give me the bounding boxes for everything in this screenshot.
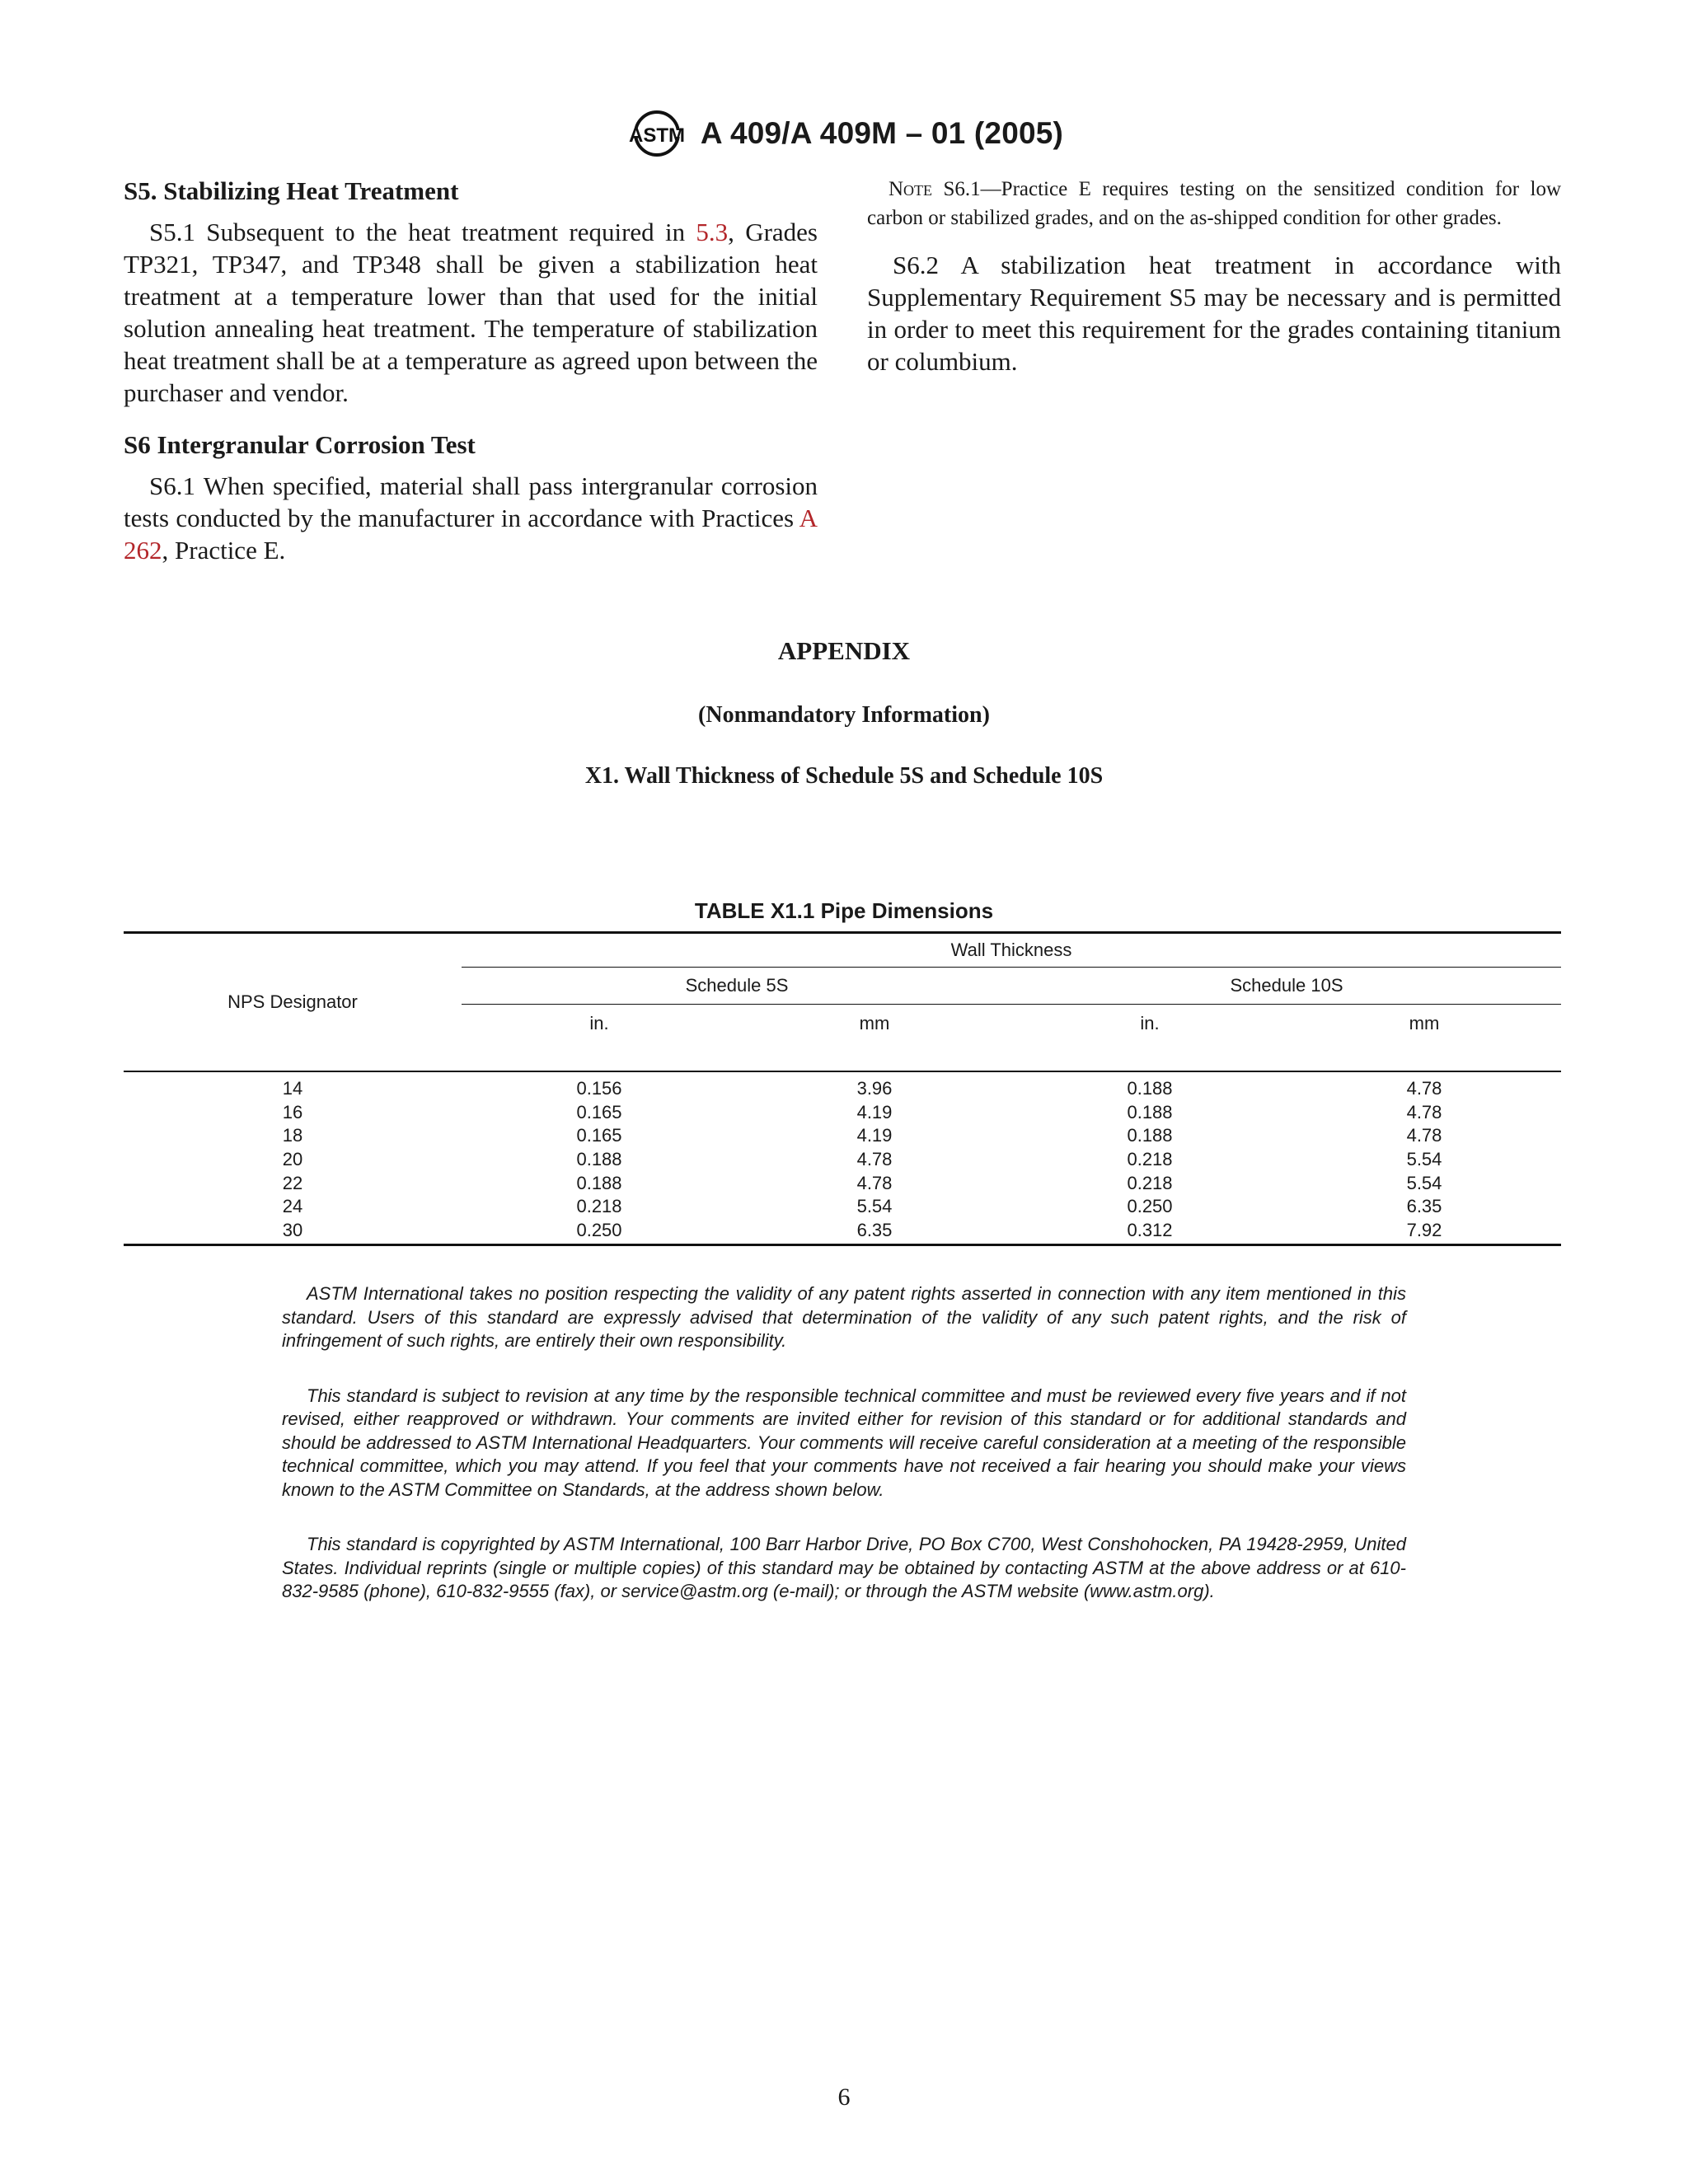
- s10-in-cell: 0.188: [1127, 1101, 1173, 1122]
- s5-in-cell: 0.165: [576, 1125, 622, 1146]
- table-row: [124, 1171, 1561, 1195]
- s10-mm-cell: 5.54: [1406, 1149, 1442, 1170]
- s5-in-cell: 0.188: [576, 1172, 622, 1193]
- s10-mm-cell: 7.92: [1287, 1219, 1561, 1245]
- note-label: Note: [889, 178, 933, 200]
- link-a262[interactable]: A 262: [124, 504, 818, 565]
- table-row: [124, 1101, 1561, 1125]
- section-heading-s5: S5. Stabilizing Heat Treatment: [124, 176, 459, 205]
- s5-in-cell: 0.165: [576, 1101, 622, 1122]
- s5-mm-cell: 4.78: [856, 1149, 893, 1170]
- s10-mm-cell: 4.78: [1406, 1078, 1442, 1099]
- column-header-nps: NPS Designator: [124, 933, 462, 1072]
- s10-in-cell: 0.218: [1127, 1172, 1173, 1193]
- s5-mm-cell: 4.19: [856, 1101, 893, 1122]
- document-title: A 409/A 409M – 01 (2005): [700, 116, 1064, 150]
- table-row: [124, 1219, 1561, 1245]
- left-column: [124, 175, 818, 566]
- page-number: 6: [837, 2083, 851, 2111]
- unit-header: in.: [1012, 1005, 1287, 1072]
- s5-mm-cell: 4.78: [856, 1172, 893, 1193]
- paragraph-s6-2: S6.2 A stabilization heat treatment in accordance with Supplementary Requirement S5 may be necessary and is permitted in order to meet this requirement for the grades containing titanium or columbium.: [867, 251, 1561, 376]
- paragraph-s6-1: S6.1 When specified, material shall pass intergranular corrosion tests conducted by the manufacturer in accordance with Practices A 262, Practice E.: [124, 471, 818, 565]
- s10-mm-cell: 4.78: [1406, 1125, 1442, 1146]
- note-s6-1: Note S6.1—Practice E requires testing on the sensitized condition for low carbon or stabilized grades, and on the as-shipped condition for other grades.: [867, 178, 1561, 229]
- notice-revision-paragraph: This standard is subject to revision at any time by the responsible technical committee and must be reviewed every five years and if not revised, either reapproved or withdrawn. Your comments are invited either for revision of this standard or for additional standards and should be addressed to ASTM International Headquarters. Your comments will receive careful consideration at a meeting of the responsible technical committee, which you may attend. If you feel that your comments have not received a fair hearing you should make your views known to the ASTM Committee on Standards, at the address shown below.: [282, 1385, 1406, 1500]
- unit-header: mm: [737, 1005, 1012, 1072]
- paragraph-s5-1: S5.1 Subsequent to the heat treatment required in 5.3, Grades TP321, TP347, and TP348 shall be given a stabilization heat treatment at a temperature lower than that used for the initial solution annealing heat treatment. The temperature of stabilization heat treatment shall be at a temperature as agreed upon between the purchaser and vendor.: [124, 218, 818, 407]
- pipe-dimensions-table: [124, 931, 1561, 1246]
- s5-mm-cell: 3.96: [856, 1078, 893, 1099]
- table-row: [124, 1071, 1561, 1101]
- s10-in-cell: 0.188: [1127, 1125, 1173, 1146]
- s10-in-cell: 0.312: [1012, 1219, 1287, 1245]
- table-row: [124, 1124, 1561, 1148]
- appendix-subtitle: (Nonmandatory Information): [698, 702, 990, 728]
- section-heading-s6: S6 Intergranular Corrosion Test: [124, 430, 476, 459]
- table-row: [124, 1148, 1561, 1172]
- s5-in-cell: 0.156: [576, 1078, 622, 1099]
- column-header-wall-thickness: Wall Thickness: [462, 933, 1561, 968]
- s5-in-cell: 0.218: [576, 1196, 622, 1217]
- appendix-title: APPENDIX: [777, 636, 911, 665]
- nps-cell: 14: [282, 1078, 303, 1099]
- svg-text:ASTM: ASTM: [628, 124, 685, 147]
- s10-in-cell: 0.188: [1127, 1078, 1173, 1099]
- column-header-schedule-10s: Schedule 10S: [1012, 968, 1561, 1005]
- s5-in-cell: 0.188: [576, 1149, 622, 1170]
- page-header: [0, 107, 1688, 160]
- s10-mm-cell: 4.78: [1406, 1101, 1442, 1122]
- s5-mm-cell: 4.19: [856, 1125, 893, 1146]
- s5-mm-cell: 5.54: [856, 1196, 893, 1217]
- s5-in-cell: 0.250: [462, 1219, 737, 1245]
- nps-cell: 30: [124, 1219, 462, 1245]
- nps-cell: 22: [282, 1172, 303, 1193]
- nps-cell: 24: [282, 1196, 303, 1217]
- unit-header: in.: [462, 1005, 737, 1072]
- s10-in-cell: 0.250: [1127, 1196, 1173, 1217]
- notice-copyright-paragraph: This standard is copyrighted by ASTM International, 100 Barr Harbor Drive, PO Box C700, West Conshohocken, PA 19428-2959, United States. Individual reprints (single or multiple copies) of this standard may be obtained by contacting ASTM at the above address or at 610-832-9585 (phone), 610-832-9555 (fax), or service@astm.org (e-mail); or through the ASTM website (www.astm.org).: [282, 1534, 1406, 1601]
- x1-title: X1. Wall Thickness of Schedule 5S and Schedule 10S: [584, 763, 1104, 789]
- unit-header: mm: [1287, 1005, 1561, 1072]
- astm-logo-icon: [625, 107, 689, 160]
- copyright-notice: [282, 1282, 1406, 1635]
- right-column: [867, 175, 1561, 377]
- notice-patent-paragraph: ASTM International takes no position respecting the validity of any patent rights asserted in connection with any item mentioned in this standard. Users of this standard are expressly advised that determination of the validity of any such patent rights, and the risk of infringement of such rights, are entirely their own responsibility.: [282, 1283, 1406, 1351]
- table-row: [124, 1195, 1561, 1219]
- column-header-schedule-5s: Schedule 5S: [462, 968, 1012, 1005]
- nps-cell: 20: [282, 1149, 303, 1170]
- table-caption: TABLE X1.1 Pipe Dimensions: [694, 898, 994, 923]
- nps-cell: 18: [282, 1125, 303, 1146]
- s5-mm-cell: 6.35: [737, 1219, 1012, 1245]
- link-section-5-3[interactable]: 5.3: [696, 218, 729, 246]
- s10-in-cell: 0.218: [1127, 1149, 1173, 1170]
- s10-mm-cell: 5.54: [1406, 1172, 1442, 1193]
- nps-cell: 16: [282, 1101, 303, 1122]
- s10-mm-cell: 6.35: [1406, 1196, 1442, 1217]
